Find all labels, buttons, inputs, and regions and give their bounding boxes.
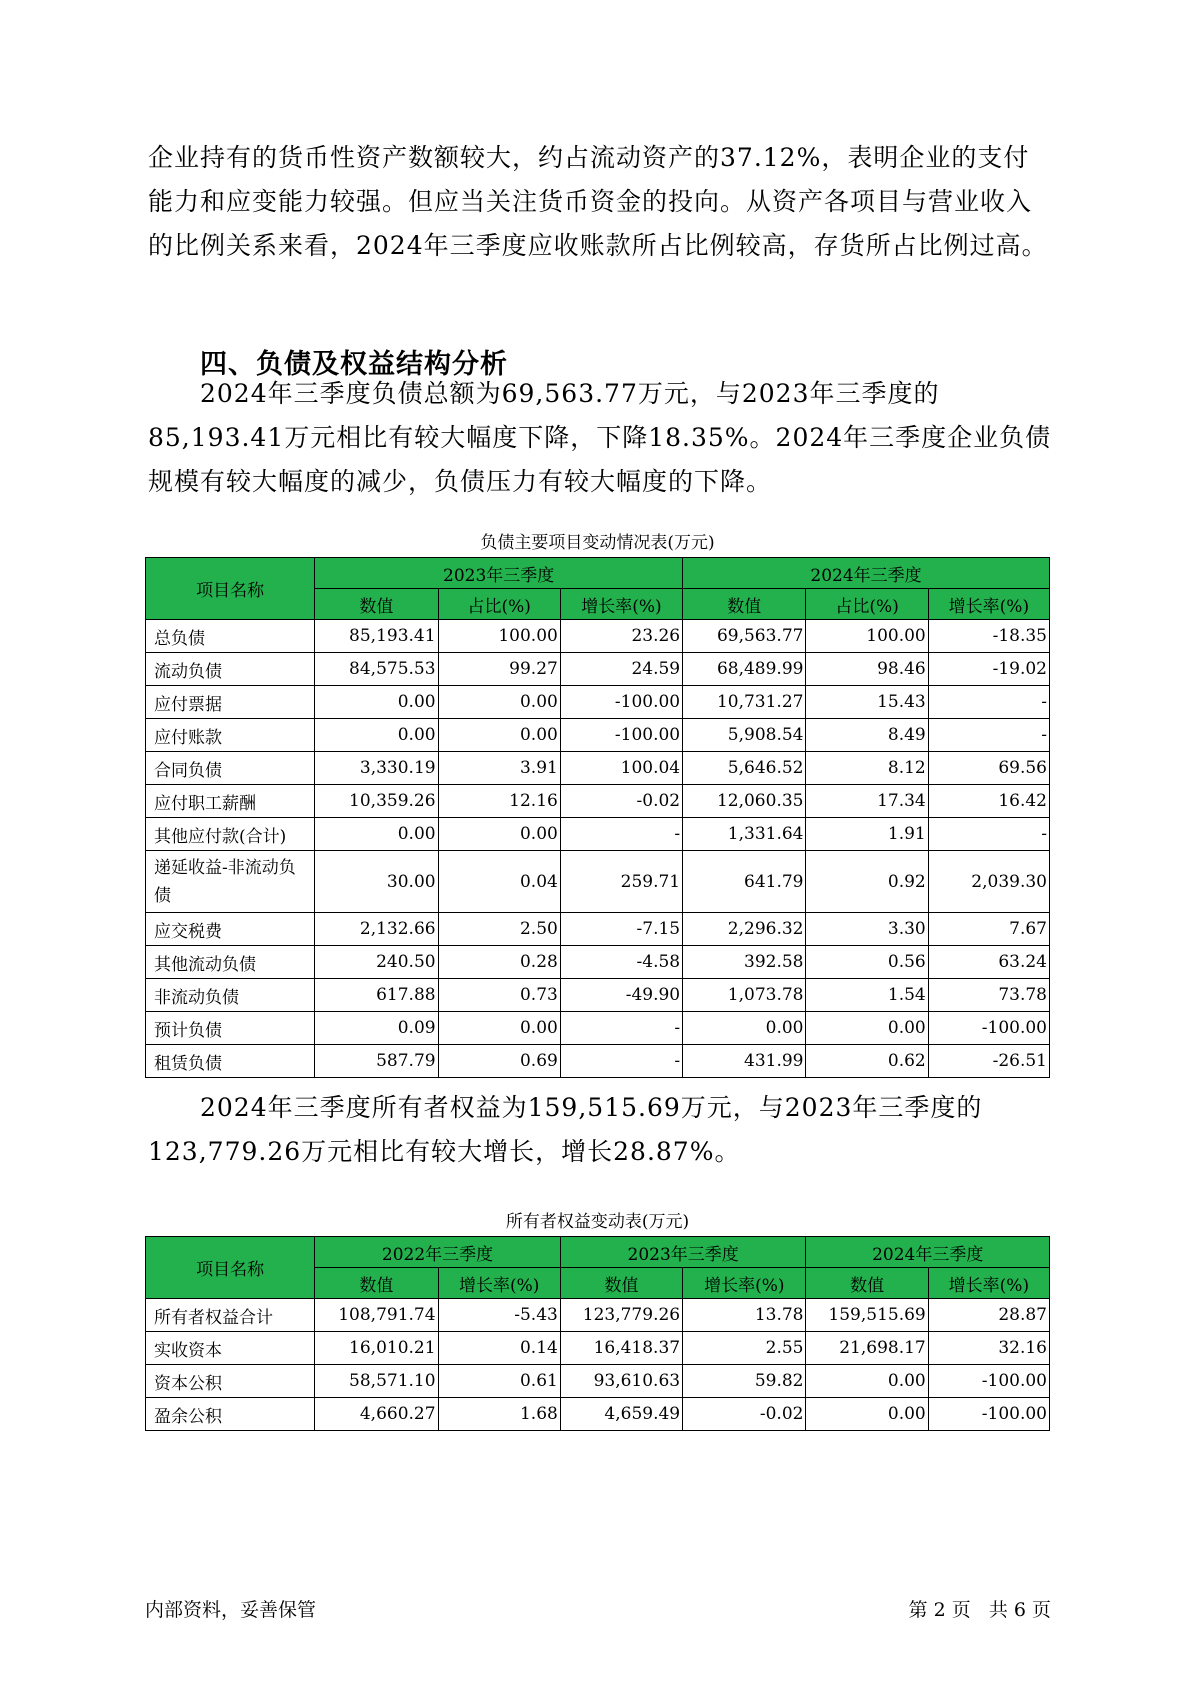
- table-row: [146, 653, 1050, 686]
- cell-growth: 16.42: [928, 785, 1049, 818]
- row-name: 递延收益-非流动负债: [146, 851, 315, 913]
- cell-growth: -4.58: [560, 946, 682, 979]
- sub-header-share: 占比(%): [438, 589, 560, 620]
- row-name: 应交税费: [146, 913, 315, 946]
- cell-share: 100.00: [806, 620, 928, 653]
- cell-share: 0.73: [438, 979, 560, 1012]
- cell-value: 21,698.17: [806, 1332, 928, 1365]
- cell-share: 0.00: [438, 686, 560, 719]
- row-name: 非流动负债: [146, 979, 315, 1012]
- cell-growth: 0.61: [438, 1365, 560, 1398]
- cell-growth: -100.00: [928, 1012, 1049, 1045]
- col-header-item-name: 项目名称: [146, 1237, 315, 1299]
- cell-value: 5,646.52: [683, 752, 806, 785]
- cell-growth: 259.71: [560, 851, 682, 913]
- cell-value: 4,659.49: [560, 1398, 682, 1431]
- col-header-period-2024: 2024年三季度: [806, 1237, 1050, 1268]
- row-name: 流动负债: [146, 653, 315, 686]
- cell-value: 2,296.32: [683, 913, 806, 946]
- cell-value: 0.00: [315, 719, 438, 752]
- sub-header-growth: 增长率(%): [560, 589, 682, 620]
- cell-value: 240.50: [315, 946, 438, 979]
- cell-growth: -26.51: [928, 1045, 1049, 1078]
- cell-share: 0.04: [438, 851, 560, 913]
- row-name: 实收资本: [146, 1332, 315, 1365]
- col-header-period-2023: 2023年三季度: [315, 558, 683, 589]
- cell-share: 0.28: [438, 946, 560, 979]
- cell-growth: 2,039.30: [928, 851, 1049, 913]
- cell-value: 16,010.21: [315, 1332, 438, 1365]
- sub-header-growth: 增长率(%): [928, 1268, 1049, 1299]
- row-name: 总负债: [146, 620, 315, 653]
- row-name: 盈余公积: [146, 1398, 315, 1431]
- cell-growth: -7.15: [560, 913, 682, 946]
- table-row: [146, 979, 1050, 1012]
- cell-growth: 28.87: [928, 1299, 1049, 1332]
- table-row: [146, 1365, 1050, 1398]
- cell-growth: 69.56: [928, 752, 1049, 785]
- sub-header-value: 数值: [315, 589, 438, 620]
- cell-value: 85,193.41: [315, 620, 438, 653]
- row-name: 所有者权益合计: [146, 1299, 315, 1332]
- cell-share: 0.00: [806, 1012, 928, 1045]
- cell-share: 99.27: [438, 653, 560, 686]
- table-row: [146, 946, 1050, 979]
- cell-growth: -: [928, 686, 1049, 719]
- cell-growth: 1.68: [438, 1398, 560, 1431]
- sub-header-value: 数值: [683, 589, 806, 620]
- cell-value: 431.99: [683, 1045, 806, 1078]
- cell-share: 0.00: [438, 818, 560, 851]
- row-name: 租赁负债: [146, 1045, 315, 1078]
- cell-value: 641.79: [683, 851, 806, 913]
- cell-value: 58,571.10: [315, 1365, 438, 1398]
- cell-share: 1.91: [806, 818, 928, 851]
- cell-value: 0.00: [315, 686, 438, 719]
- row-name: 合同负债: [146, 752, 315, 785]
- cell-share: 15.43: [806, 686, 928, 719]
- cell-growth: -18.35: [928, 620, 1049, 653]
- cell-value: 0.00: [806, 1365, 928, 1398]
- cell-growth: 63.24: [928, 946, 1049, 979]
- cell-value: 1,331.64: [683, 818, 806, 851]
- liabilities-table: [145, 557, 1050, 1078]
- table-row: [146, 818, 1050, 851]
- col-header-period-2022: 2022年三季度: [315, 1237, 561, 1268]
- row-name: 应付账款: [146, 719, 315, 752]
- cell-share: 0.00: [438, 1012, 560, 1045]
- cell-share: 100.00: [438, 620, 560, 653]
- sub-header-value: 数值: [560, 1268, 682, 1299]
- cell-share: 0.00: [438, 719, 560, 752]
- sub-header-growth: 增长率(%): [438, 1268, 560, 1299]
- sub-header-value: 数值: [806, 1268, 928, 1299]
- paragraph-equity: [148, 1086, 1053, 1174]
- table-row: [146, 851, 1050, 913]
- cell-value: 2,132.66: [315, 913, 438, 946]
- cell-growth: -100.00: [928, 1398, 1049, 1431]
- cell-value: 10,731.27: [683, 686, 806, 719]
- cell-value: 30.00: [315, 851, 438, 913]
- table-row: [146, 620, 1050, 653]
- footer-confidential: 内部资料，妥善保管: [145, 1599, 317, 1621]
- cell-value: 159,515.69: [806, 1299, 928, 1332]
- cell-growth: 23.26: [560, 620, 682, 653]
- sub-header-growth: 增长率(%): [683, 1268, 806, 1299]
- cell-value: 10,359.26: [315, 785, 438, 818]
- cell-growth: 24.59: [560, 653, 682, 686]
- cell-share: 0.56: [806, 946, 928, 979]
- paragraph-liquidity-text: 企业持有的货币性资产数额较大，约占流动资产的37.12%，表明企业的支付能力和应变能力较强。但应当关注货币资金的投向。从资产各项目与营业收入的比例关系来看，2024年三季度应收账款所占比例较高，存货所占比例过高。: [148, 143, 1048, 260]
- row-name: 其他流动负债: [146, 946, 315, 979]
- cell-value: 3,330.19: [315, 752, 438, 785]
- table-row: [146, 719, 1050, 752]
- sub-header-share: 占比(%): [806, 589, 928, 620]
- cell-share: 3.91: [438, 752, 560, 785]
- cell-growth: -5.43: [438, 1299, 560, 1332]
- cell-growth: 32.16: [928, 1332, 1049, 1365]
- cell-share: 98.46: [806, 653, 928, 686]
- cell-share: 17.34: [806, 785, 928, 818]
- cell-value: 1,073.78: [683, 979, 806, 1012]
- cell-value: 12,060.35: [683, 785, 806, 818]
- sub-header-growth: 增长率(%): [928, 589, 1049, 620]
- table-row: [146, 1332, 1050, 1365]
- table-row: [146, 1299, 1050, 1332]
- cell-value: 0.00: [806, 1398, 928, 1431]
- cell-growth: 7.67: [928, 913, 1049, 946]
- row-name: 应付票据: [146, 686, 315, 719]
- cell-value: 69,563.77: [683, 620, 806, 653]
- cell-value: 108,791.74: [315, 1299, 438, 1332]
- paragraph-liabilities: [148, 372, 1053, 504]
- cell-value: 16,418.37: [560, 1332, 682, 1365]
- equity-table-caption: 所有者权益变动表(万元): [505, 1212, 690, 1232]
- table-row: [146, 913, 1050, 946]
- cell-growth: 73.78: [928, 979, 1049, 1012]
- row-name: 应付职工薪酬: [146, 785, 315, 818]
- cell-growth: -100.00: [560, 686, 682, 719]
- liabilities-table-caption: 负债主要项目变动情况表(万元): [480, 533, 715, 553]
- col-header-item-name: 项目名称: [146, 558, 315, 620]
- cell-growth: -0.02: [560, 785, 682, 818]
- footer-page-number: 第 2 页 共 6 页: [908, 1599, 1051, 1621]
- cell-share: 12.16: [438, 785, 560, 818]
- section-heading: 四、负债及权益结构分析: [200, 349, 508, 380]
- cell-value: 93,610.63: [560, 1365, 682, 1398]
- cell-growth: -: [560, 1012, 682, 1045]
- cell-share: 3.30: [806, 913, 928, 946]
- table-row: [146, 785, 1050, 818]
- cell-growth: -: [560, 1045, 682, 1078]
- cell-value: 587.79: [315, 1045, 438, 1078]
- cell-growth: -: [928, 719, 1049, 752]
- cell-value: 392.58: [683, 946, 806, 979]
- cell-growth: 0.14: [438, 1332, 560, 1365]
- cell-share: 8.12: [806, 752, 928, 785]
- paragraph-equity-text: 2024年三季度所有者权益为159,515.69万元，与2023年三季度的123,779.26万元相比有较大增长，增长28.87%。: [148, 1093, 983, 1166]
- row-name: 预计负债: [146, 1012, 315, 1045]
- equity-table: [145, 1236, 1050, 1431]
- paragraph-liquidity: [148, 136, 1053, 268]
- cell-growth: -19.02: [928, 653, 1049, 686]
- table-row: [146, 686, 1050, 719]
- cell-growth: -49.90: [560, 979, 682, 1012]
- cell-share: 2.50: [438, 913, 560, 946]
- cell-share: 0.62: [806, 1045, 928, 1078]
- cell-growth: -: [928, 818, 1049, 851]
- cell-value: 68,489.99: [683, 653, 806, 686]
- col-header-period-2023: 2023年三季度: [560, 1237, 806, 1268]
- row-name: 资本公积: [146, 1365, 315, 1398]
- cell-value: 123,779.26: [560, 1299, 682, 1332]
- cell-share: 0.69: [438, 1045, 560, 1078]
- cell-value: 0.09: [315, 1012, 438, 1045]
- cell-growth: -100.00: [928, 1365, 1049, 1398]
- table-row: [146, 1398, 1050, 1431]
- cell-value: 4,660.27: [315, 1398, 438, 1431]
- cell-share: 0.92: [806, 851, 928, 913]
- cell-growth: 2.55: [683, 1332, 806, 1365]
- cell-growth: 100.04: [560, 752, 682, 785]
- cell-share: 8.49: [806, 719, 928, 752]
- cell-value: 84,575.53: [315, 653, 438, 686]
- cell-growth: 13.78: [683, 1299, 806, 1332]
- cell-growth: -100.00: [560, 719, 682, 752]
- cell-growth: -0.02: [683, 1398, 806, 1431]
- paragraph-liabilities-text: 2024年三季度负债总额为69,563.77万元，与2023年三季度的85,193.41万元相比有较大幅度下降，下降18.35%。2024年三季度企业负债规模有较大幅度的减少，负债压力有较大幅度的下降。: [148, 379, 1052, 496]
- cell-value: 617.88: [315, 979, 438, 1012]
- col-header-period-2024: 2024年三季度: [683, 558, 1050, 589]
- cell-growth: 59.82: [683, 1365, 806, 1398]
- table-row: [146, 752, 1050, 785]
- row-name: 其他应付款(合计): [146, 818, 315, 851]
- cell-share: 1.54: [806, 979, 928, 1012]
- table-row: [146, 1012, 1050, 1045]
- cell-value: 0.00: [683, 1012, 806, 1045]
- table-row: [146, 1045, 1050, 1078]
- cell-growth: -: [560, 818, 682, 851]
- cell-value: 5,908.54: [683, 719, 806, 752]
- sub-header-value: 数值: [315, 1268, 438, 1299]
- cell-value: 0.00: [315, 818, 438, 851]
